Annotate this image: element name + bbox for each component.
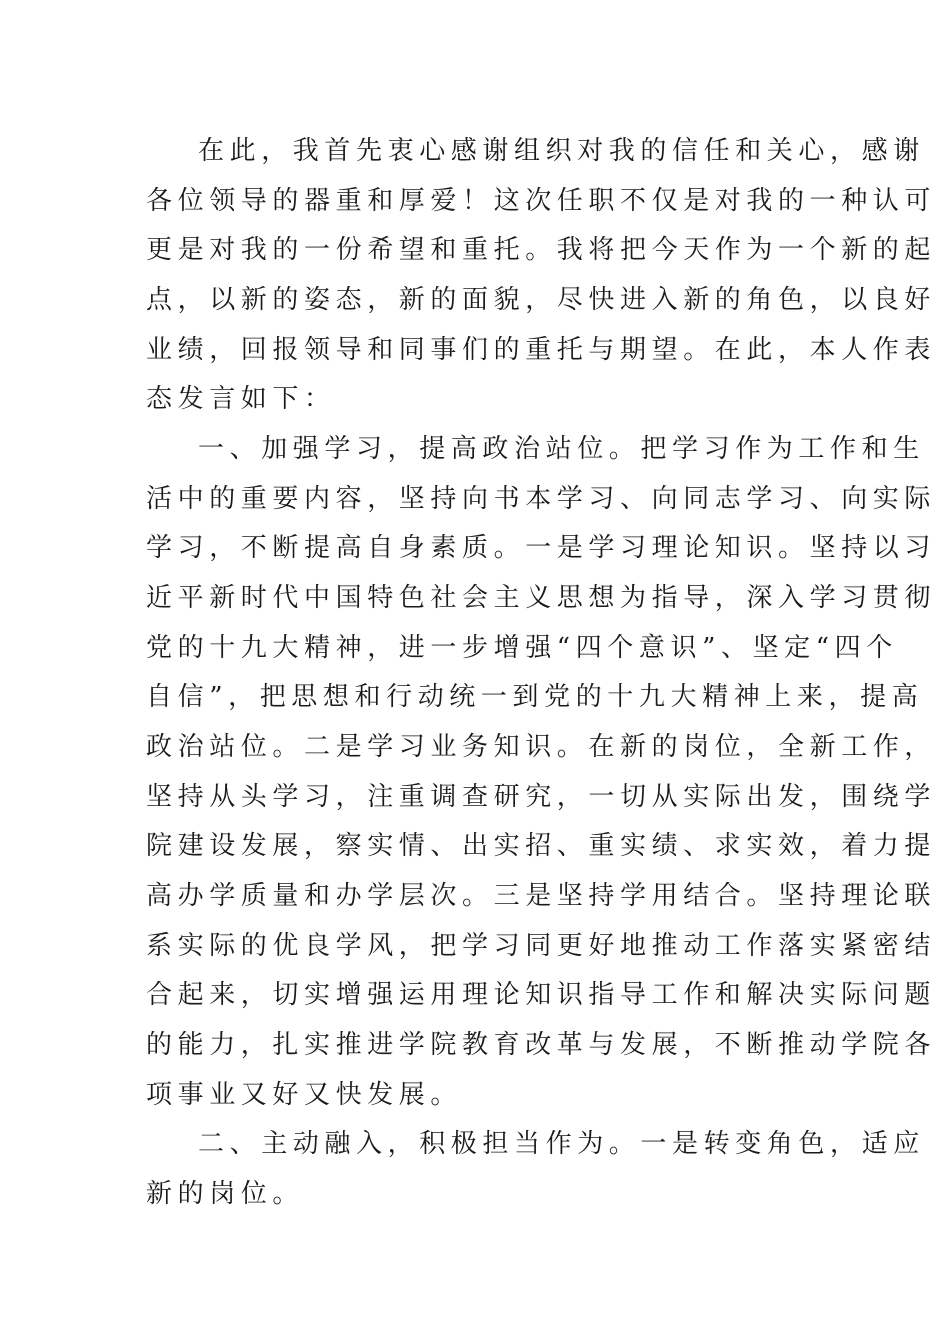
paragraph-2-line-12: 合起来，切实增强运用理论知识指导工作和解决实际问题	[146, 980, 937, 1010]
paragraph-1-line-4: 点，以新的姿态，新的面貌，尽快进入新的角色，以良好	[146, 285, 937, 315]
paragraph-3-line-1: 二、主动融入，积极担当作为。一是转变角色，适应	[198, 1129, 925, 1159]
paragraph-2-line-2: 活中的重要内容，坚持向书本学习、向同志学习、向实际	[146, 484, 937, 514]
paragraph-2-line-1: 一、加强学习，提高政治站位。把学习作为工作和生	[198, 434, 925, 464]
paragraph-2-line-9: 院建设发展，察实情、出实招、重实绩、求实效，着力提	[146, 831, 937, 861]
paragraph-2-line-13: 的能力，扎实推进学院教育改革与发展，不断推动学院各	[146, 1030, 937, 1060]
paragraph-2-line-8: 坚持从头学习，注重调查研究，一切从实际出发，围绕学	[146, 782, 937, 812]
paragraph-1-line-1: 在此，我首先衷心感谢组织对我的信任和关心，感谢	[198, 136, 925, 166]
paragraph-2-line-4: 近平新时代中国特色社会主义思想为指导，深入学习贯彻	[146, 583, 937, 613]
paragraph-1-line-3: 更是对我的一份希望和重托。我将把今天作为一个新的起	[146, 235, 937, 265]
paragraph-2-line-5: 党的十九大精神，进一步增强“四个意识”、坚定“四个	[146, 633, 898, 663]
paragraph-2-line-11: 系实际的优良学风，把学习同更好地推动工作落实紧密结	[146, 931, 937, 961]
paragraph-1-line-6: 态发言如下：	[146, 384, 336, 414]
paragraph-2-line-14: 项事业又好又快发展。	[146, 1080, 463, 1110]
paragraph-2-line-6: 自信”，把思想和行动统一到党的十九大精神上来，提高	[146, 682, 924, 712]
paragraph-3-line-2: 新的岗位。	[146, 1179, 305, 1209]
paragraph-1-line-5: 业绩，回报领导和同事们的重托与期望。在此，本人作表	[146, 335, 937, 365]
paragraph-2-line-3: 学习，不断提高自身素质。一是学习理论知识。坚持以习	[146, 533, 937, 563]
paragraph-1-line-2: 各位领导的器重和厚爱！这次任职不仅是对我的一种认可	[146, 186, 937, 216]
paragraph-2-line-10: 高办学质量和办学层次。三是坚持学用结合。坚持理论联	[146, 881, 937, 911]
paragraph-2-line-7: 政治站位。二是学习业务知识。在新的岗位，全新工作，	[146, 732, 937, 762]
